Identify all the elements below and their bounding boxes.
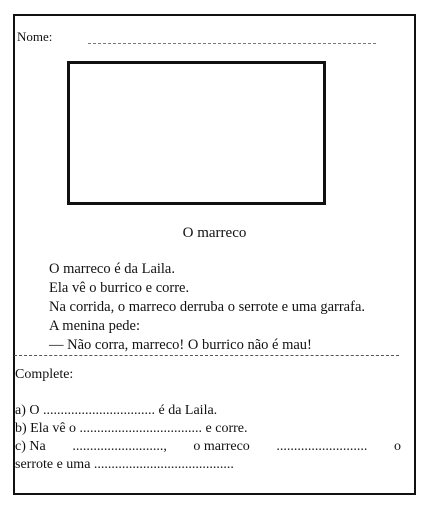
exercise-c-part: o marreco [193, 439, 250, 454]
name-write-line [88, 43, 376, 44]
exercise-a: a) O ................................ é da Laila. [15, 403, 218, 418]
picture-frame [67, 61, 326, 205]
section-divider [14, 355, 399, 356]
exercise-c-blank: .......................... [276, 439, 368, 454]
story-line: Ela vê o burrico e corre. [49, 280, 190, 296]
story-line: A menina pede: [49, 318, 141, 334]
exercise-c [15, 438, 401, 456]
exercise-c-part: o [394, 439, 401, 454]
story-line: O marreco é da Laila. [49, 261, 175, 277]
complete-heading: Complete: [15, 367, 74, 382]
exercise-b: b) Ela vê o ................................... e corre. [15, 421, 248, 436]
exercise-c-continuation: serrote e uma ........................................ [15, 457, 234, 472]
story-line: Na corrida, o marreco derruba o serrote e uma garrafa. [49, 299, 366, 315]
name-label: Nome: [17, 29, 53, 44]
exercise-c-part: c) Na [15, 439, 46, 454]
exercise-list [15, 402, 401, 474]
story-text [49, 260, 365, 355]
story-title: O marreco [182, 225, 247, 241]
worksheet [13, 14, 416, 495]
exercise-c-blank: .........................., [72, 439, 167, 454]
story-line: — Não corra, marreco! O burrico não é mau! [49, 337, 312, 353]
